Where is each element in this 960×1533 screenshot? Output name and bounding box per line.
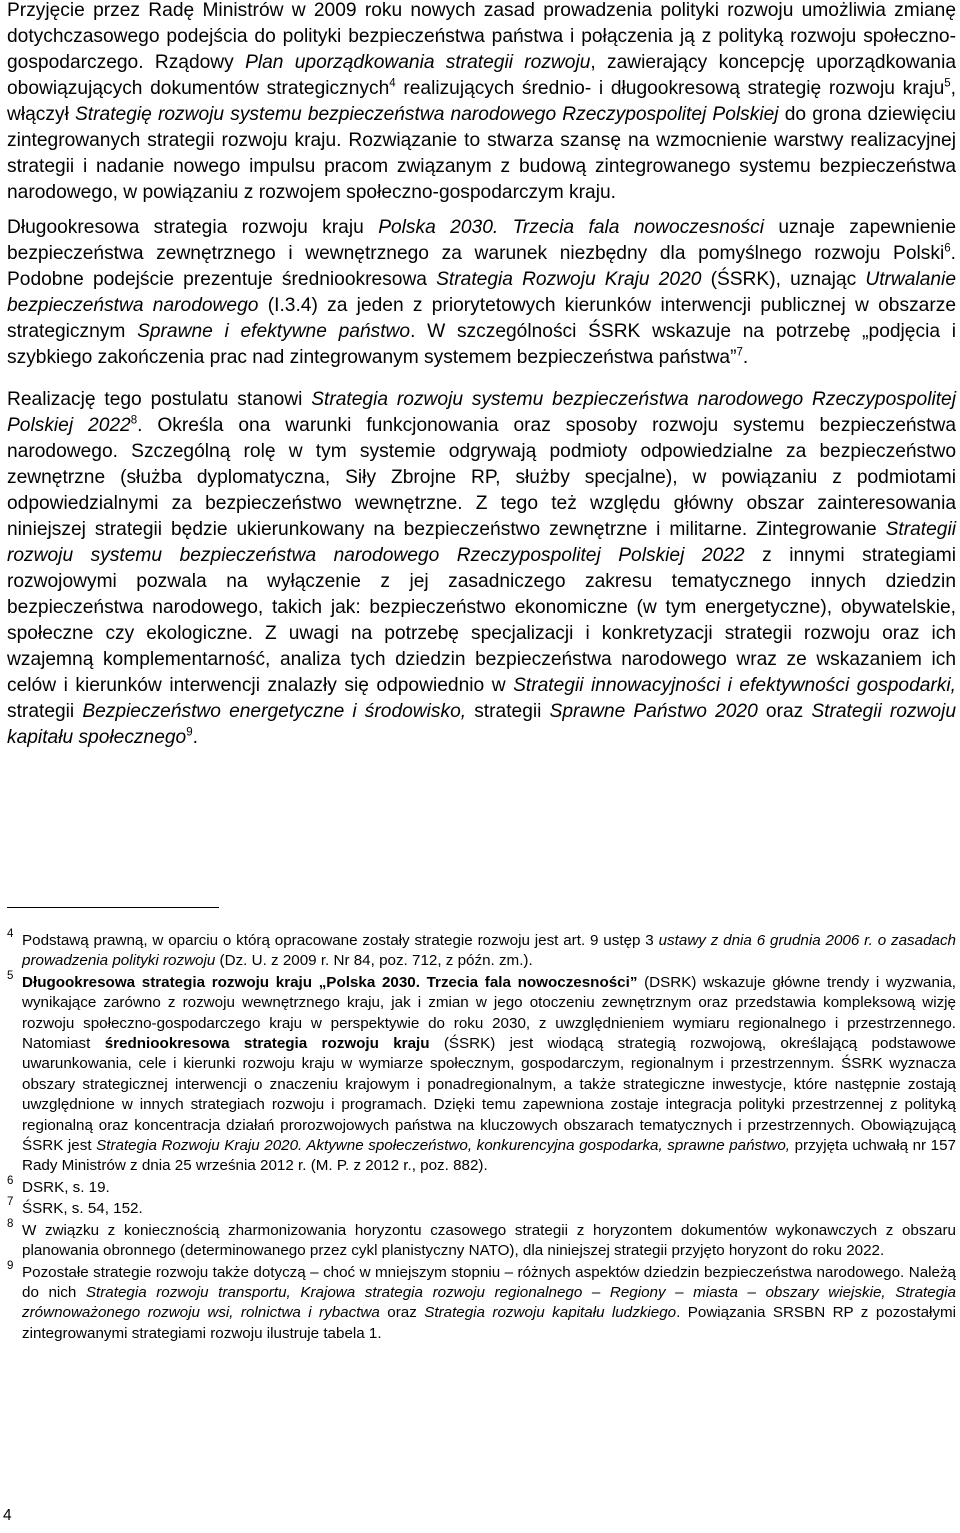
italic-title: Strategii rozwoju systemu bezpieczeństwa narodowego Rzeczypospolitej Polskiej 2022	[7, 519, 956, 566]
footnote-text	[22, 931, 956, 972]
main-text	[7, 0, 956, 751]
footnote-number: 5	[7, 969, 14, 982]
footnote-4	[7, 928, 957, 972]
footnote-text: W związku z koniecznością zharmonizowania horyzontu czasowego strategii z horyzontem dokumentów wykonawczych z obszaru planowania obronnego (determinowanego przez cykl planistyczny NATO), dla niniejszej strategii przyjęto horyzont do roku 2022.	[22, 1221, 956, 1260]
italic-title: Sprawne Państwo 2020	[549, 701, 758, 722]
text-run: oraz	[379, 1304, 425, 1322]
italic-title: Utrwalanie bezpieczeństwa narodowego	[7, 269, 956, 316]
text-run: realizujących średnio- i długookresową strategię rozwoju kraju	[395, 78, 945, 99]
italic-title: Sprawne i efektywne państwo	[137, 321, 411, 342]
text-run: . W szczególności ŚSRK wskazuje na potrzebę „podjęcia i szybkiego zakończenia prac nad zintegrowanym systemem bezpieczeństwa państwa”	[7, 321, 956, 368]
text-run: (ŚSRK), uznając	[701, 269, 866, 290]
text-run: oraz	[757, 701, 812, 722]
bold-title: średniookresowa strategia rozwoju kraju	[104, 1035, 430, 1053]
footnote-number: 9	[7, 1259, 14, 1272]
text-run: strategii	[7, 701, 83, 722]
text-run: do grona dziewięciu zintegrowanych strategii rozwoju kraju. Rozwiązanie to stwarza szansę na wzmocnienie warstwy realizacyjnej strategii i nadanie nowego impulsu pracom związanym z budową zintegrowanego systemu bezpieczeństwa narodowego, w powiązaniu z rozwojem społeczno-gospodarczym kraju.	[7, 104, 956, 203]
italic-title: Strategia Rozwoju Kraju 2020. Aktywne społeczeństwo, konkurencyjna gospodarka, sprawne państwo,	[96, 1137, 791, 1155]
footnote-9	[7, 1259, 957, 1345]
text-run: .	[192, 727, 198, 748]
footnote-text	[22, 1263, 956, 1345]
footnote-ref-6[interactable]: 6	[944, 242, 951, 255]
italic-title: Plan uporządkowania strategii rozwoju	[245, 52, 591, 73]
footnote-separator	[7, 907, 219, 908]
text-run: . Powiązania SRSBN RP z pozostałymi zintegrowanymi strategiami rozwoju ilustruje tabela 1.	[22, 1304, 957, 1342]
text-run: Podstawą prawną, w oparciu o którą opracowane zostały strategie rozwoju jest art. 9 ustęp 3	[22, 932, 659, 949]
footnote-number: 8	[7, 1217, 14, 1230]
italic-title: Bezpieczeństwo energetyczne i środowisko,	[82, 701, 467, 722]
italic-title: Strategia rozwoju kapitału ludzkiego	[424, 1304, 677, 1322]
text-run: , zawierający koncepcję uporządkowania obowiązujących dokumentów strategicznych	[7, 52, 957, 99]
footnote-7	[7, 1196, 956, 1219]
footnote-ref-7[interactable]: 7	[736, 346, 743, 359]
page-number: 4	[3, 1507, 12, 1524]
footnote-text: ŚSRK, s. 54, 152.	[22, 1200, 143, 1218]
text-run: .	[742, 347, 749, 368]
paragraph-3	[7, 387, 956, 751]
text-run: (I.3.4) za jeden z priorytetowych kierunków interwencji publicznej w obszarze strategicznym	[7, 295, 956, 342]
italic-title: ustawy z dnia 6 grudnia 2006 r. o zasadach prowadzenia polityki rozwoju	[22, 932, 957, 970]
text-run: (DSRK) wskazuje główne trendy i wyzwania, wynikające zarówno z rozwoju wewnętrznego kraju, jak i zmian w jego otoczeniu zewnętrznym oraz przedstawia kompleksową wizję rozwoju społeczno-gospodarczego kraju w perspektywie do roku 2030, z uwzględnieniem wymiaru regionalnego i przestrzennego. Natomiast	[22, 973, 956, 1053]
text-run: uznaje zapewnienie bezpieczeństwa zewnętrznego i wewnętrznego za warunek niezbędny dla pomyślnego rozwoju Polski	[7, 217, 956, 264]
footnote-text	[22, 973, 956, 1177]
text-run: przyjęta uchwałą nr 157 Rady Ministrów z dnia 25 września 2012 r. (M. P. z 2012 r., poz. 882).	[22, 1137, 956, 1175]
text-run: Przyjęcie przez Radę Ministrów w 2009 roku nowych zasad prowadzenia polityki rozwoju umożliwia zmianę dotychczasowego podejścia do polityki bezpieczeństwa państwa i połączenia ją z polityką rozwoju społeczno-gospodarczego. Rządowy	[7, 0, 956, 73]
footnote-6	[7, 1174, 956, 1198]
footnote-ref-5[interactable]: 5	[944, 77, 951, 90]
italic-title: Strategia rozwoju systemu bezpieczeństwa narodowego Rzeczypospolitej Polskiej 2022	[7, 389, 956, 436]
italic-title: Strategii innowacyjności i efektywności gospodarki,	[513, 675, 956, 696]
text-run: z innymi strategiami rozwojowymi pozwala na wyłączenie z jej zasadniczego zakresu tematycznego innych dziedzin bezpieczeństwa narodowego, takich jak: bezpieczeństwo ekonomiczne (w tym energetyczne), obywatelskie, społeczne czy ekologiczne. Z uwagi na potrzebę specjalizacji i konkretyzacji strategii rozwoju oraz ich wzajemną komplementarność, analiza tych dziedzin bezpieczeństwa narodowego wraz ze wskazaniem ich celów i kierunków interwencji znalazły się odpowiednio w	[7, 545, 957, 696]
text-run: (ŚSRK) jest wiodącą strategią rozwojową, określającą podstawowe uwarunkowania, cele i kierunki rozwoju kraju w wymiarze społecznym, gospodarczym, regionalnym i przestrzennym. ŚSRK wyznacza obszary strategicznej interwencji o znaczeniu krajowym i ponadregionalnym, a także strategiczne inwestycje, które następnie zostają uwzględnione w innych strategiach rozwoju i programach. Dzięki temu zapewniona zostaje integracja polityki przestrzennej z polityką regionalną oraz koncentracja działań prorozwojowych państwa na kluczowych obszarach tematycznych i przestrzennych. Obowiązującą ŚSRK jest	[22, 1035, 956, 1155]
italic-title: Strategii rozwoju kapitału społecznego	[7, 701, 956, 748]
text-run: strategii	[466, 701, 550, 722]
footnote-8	[7, 1217, 956, 1262]
footnote-number: 7	[7, 1196, 14, 1209]
footnote-number: 6	[7, 1174, 14, 1187]
text-run: Pozostałe strategie rozwoju także dotyczą – choć w mniejszym stopniu – różnych aspektów dziedzin bezpieczeństwa narodowego. Należą do nich	[22, 1263, 956, 1301]
italic-title: Strategia rozwoju transportu, Krajowa strategia rozwoju regionalnego – Regiony – miasta – obszary wiejskie, Strategia zrównoważonego rozwoju wsi, rolnictwa i rybactwa	[22, 1283, 956, 1322]
italic-title: Strategię rozwoju systemu bezpieczeństwa narodowego Rzeczypospolitej Polskiej	[75, 104, 779, 125]
text-run: , włączył	[7, 78, 956, 125]
text-run: (Dz. U. z 2009 r. Nr 84, poz. 712, z późn. zm.).	[215, 952, 533, 970]
footnote-ref-8[interactable]: 8	[130, 414, 138, 427]
paragraph-2	[7, 215, 956, 371]
document-page	[7, 0, 957, 1342]
text-run: Realizację tego postulatu stanowi	[7, 389, 312, 410]
paragraph-1	[7, 0, 956, 206]
text-run: . Podobne podejście prezentuje średniookresowa	[7, 243, 956, 290]
footnotes	[7, 928, 957, 1344]
footnote-number: 4	[7, 928, 14, 940]
bold-title: Długookresowa strategia rozwoju kraju „Polska 2030. Trzecia fala nowoczesności”	[22, 973, 638, 991]
footnote-text: DSRK, s. 19.	[22, 1178, 110, 1196]
italic-title: Strategia Rozwoju Kraju 2020	[436, 269, 702, 290]
text-run: Długookresowa strategia rozwoju kraju	[7, 217, 379, 238]
text-run: . Określa ona warunki funkcjonowania oraz sposoby rozwoju systemu bezpieczeństwa narodowego. Szczególną rolę w tym systemie odgrywają podmioty odpowiedzialne za bezpieczeństwo zewnętrzne (służba dyplomatyczna, Siły Zbrojne RP, służby specjalne), w powiązaniu z podmiotami odpowiedzialnymi za bezpieczeństwo wewnętrzne. Z tego też względu główny obszar zainteresowania niniejszej strategii będzie ukierunkowany na bezpieczeństwo zewnętrzne i militarne. Zintegrowanie	[7, 415, 956, 540]
footnote-ref-4[interactable]: 4	[389, 77, 396, 90]
footnote-5	[7, 969, 956, 1177]
italic-title: Polska 2030. Trzecia fala nowoczesności	[378, 217, 764, 238]
footnote-ref-9[interactable]: 9	[186, 726, 193, 739]
